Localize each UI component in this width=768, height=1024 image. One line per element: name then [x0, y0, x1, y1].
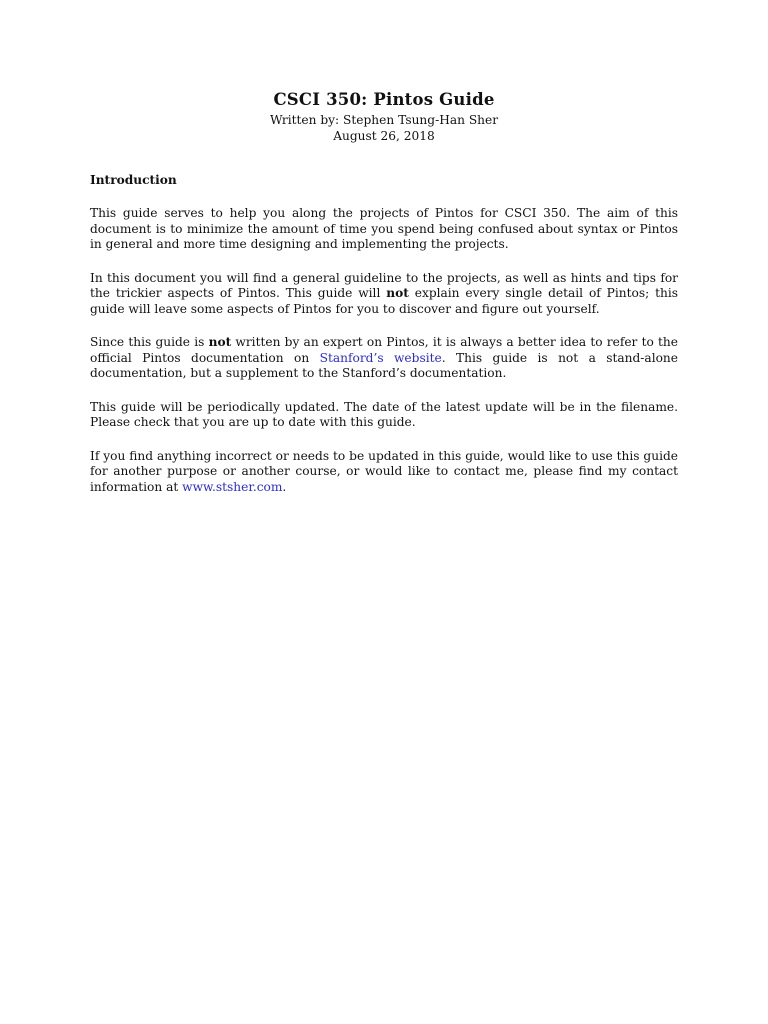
- stanford-website-link[interactable]: Stanford’s website: [319, 350, 442, 365]
- paragraph-3-emphasis: not: [208, 335, 232, 349]
- author-line: Written by: Stephen Tsung-Han Sher: [269, 113, 499, 127]
- document-date: August 26, 2018: [333, 129, 435, 143]
- paragraph-3-text-c: . This guide is not a stand-alone documentation, but a supplement to the Stanford’s documentation.: [90, 350, 678, 380]
- paragraph-5: [90, 449, 678, 496]
- stsher-website-link[interactable]: www.stsher.com: [182, 479, 283, 494]
- title-block: [90, 88, 678, 144]
- paragraph-3-text-a: Since this guide is: [90, 335, 209, 349]
- paragraph-2-text-b: explain every single detail of Pintos; this guide will leave some aspects of Pintos for you to discover and figure out yourself.: [90, 286, 678, 316]
- paragraph-3-text-b: written by an expert on Pintos, it is always a better idea to refer to the official Pintos documentation on: [90, 335, 678, 365]
- document-title: CSCI 350: Pintos Guide: [273, 90, 495, 109]
- paragraph-1: This guide serves to help you along the projects of Pintos for CSCI 350. The aim of this document is to minimize the amount of time you spend being confused about syntax or Pintos in general and more time designing and implementing the projects.: [90, 206, 678, 251]
- paragraph-2: [90, 271, 678, 318]
- paragraph-5-text-a: If you find anything incorrect or needs to be updated in this guide, would like to use this guide for another purpose or another course, or would like to contact me, please find my contact information at: [90, 448, 678, 494]
- paragraph-2-emphasis: not: [386, 286, 409, 300]
- section-heading-introduction: Introduction: [90, 173, 177, 187]
- paragraph-4: This guide will be periodically updated. The date of the latest update will be in the filename. Please check that you are up to date with this guide.: [90, 399, 678, 429]
- paragraph-3: [90, 335, 678, 382]
- document-page: [90, 88, 678, 495]
- paragraph-5-text-b: .: [282, 479, 287, 494]
- paragraph-2-text-a: In this document you will find a general guideline to the projects, as well as hints and tips for the trickier aspects of Pintos. This guide will: [90, 270, 678, 300]
